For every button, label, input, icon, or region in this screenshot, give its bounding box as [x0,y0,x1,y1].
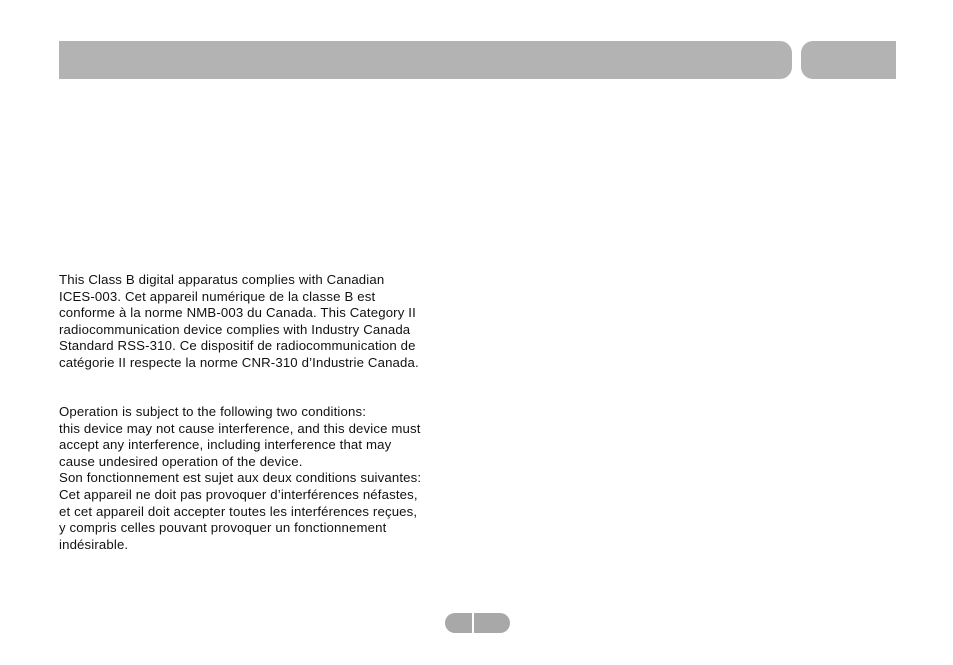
header-bar [59,41,792,79]
page-number-badge [445,613,510,633]
operation-conditions-paragraph: Operation is subject to the following two conditions: this device may not cause interference, and this device must accept any interference, including interference that may cause undesired operation of the device. Son fonctionnement est sujet aux deux conditions suivantes: Cet appareil ne doit pas provoquer d’interférences néfastes, et cet appareil doit accepter toutes les interférences reçues, y compris celles pouvant provoquer un fonctionnement indésirable. [59,404,422,552]
page-badge-left [445,613,472,633]
header-tab [801,41,896,79]
canada-compliance-paragraph: This Class B digital apparatus complies with Canadian ICES-003. Cet appareil numérique de la classe B est conforme à la norme NMB-003 du Canada. This Category II radiocommunication device complies with Industry Canada Standard RSS-310. Ce dispositif de radiocommunication de catégorie II respecte la norme CNR-310 d’Industrie Canada. [59,272,419,370]
page-badge-right [474,613,510,633]
